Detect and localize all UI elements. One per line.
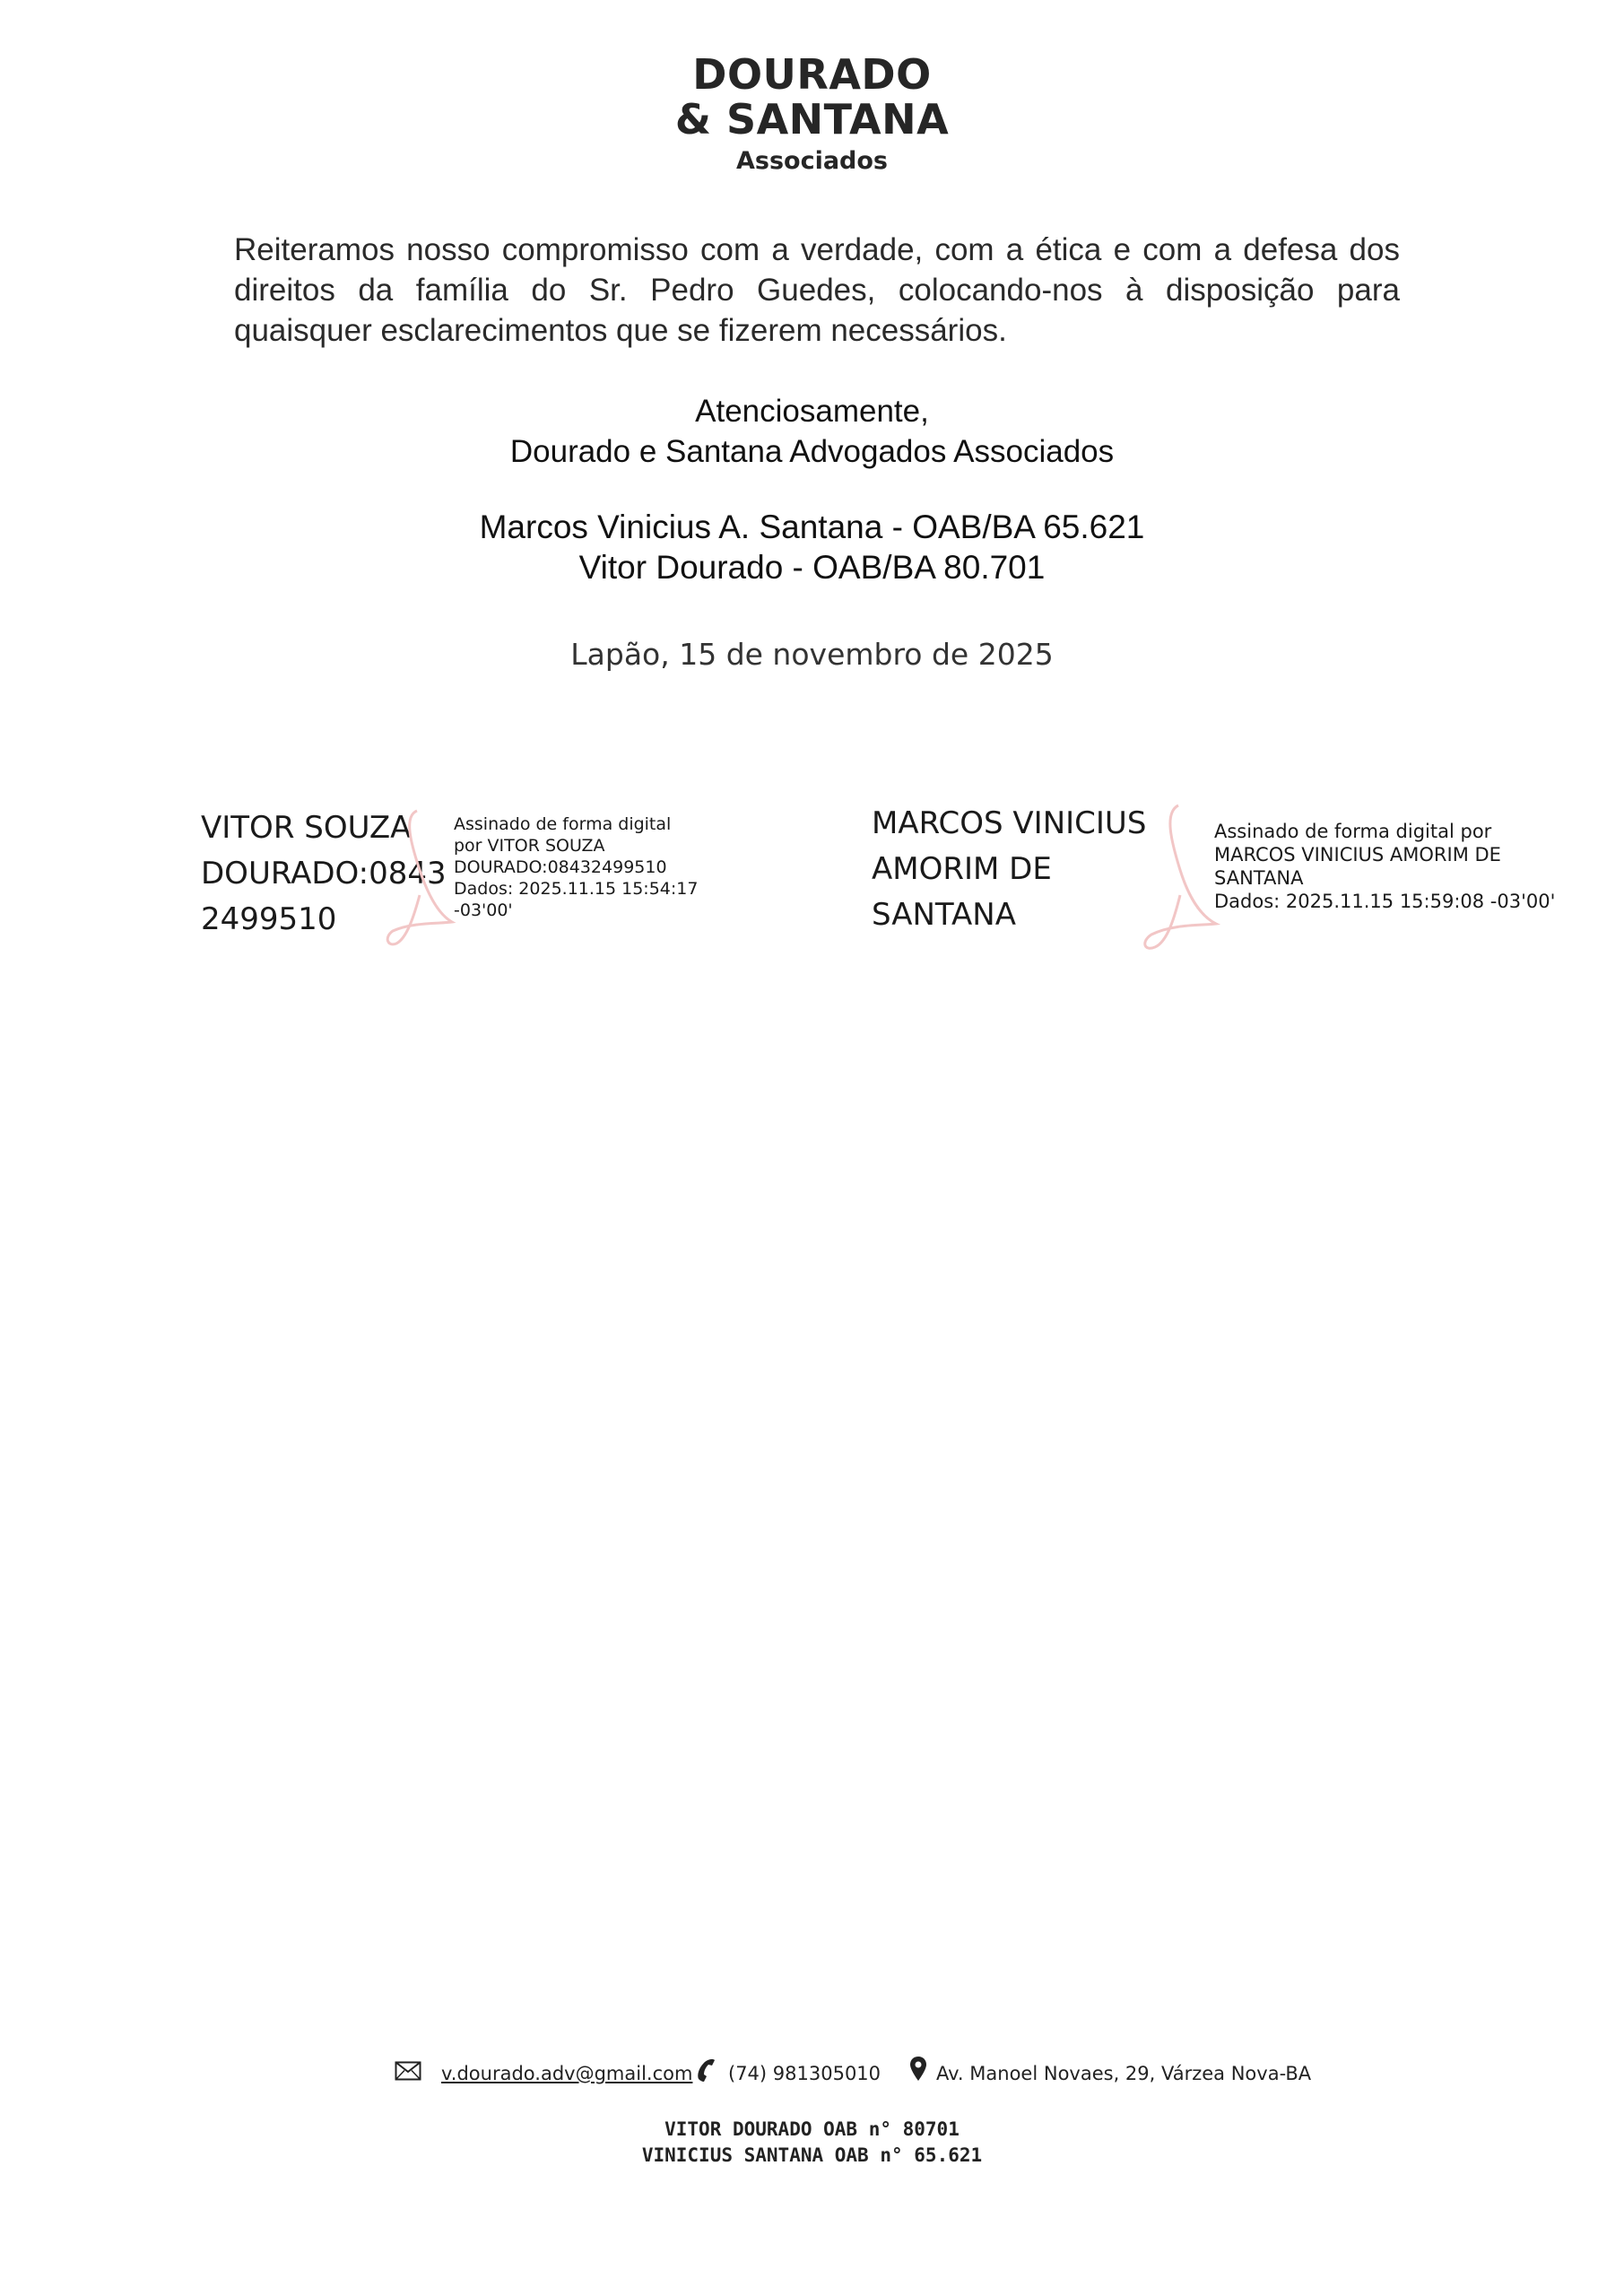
sig-left-info-1: Assinado de forma digital: [454, 814, 672, 834]
location-pin-icon: [909, 2056, 927, 2083]
logo-line-2: & SANTANA: [674, 95, 950, 144]
logo-line-3: Associados: [735, 147, 888, 175]
acrobat-signature-mark-icon: [1132, 802, 1221, 954]
logo-line-1: DOURADO: [692, 50, 932, 99]
sig-left-info-5: -03'00': [454, 900, 513, 920]
footer-contact-row: [0, 2056, 1624, 2092]
footer-oab-santana: VINICIUS SANTANA OAB n° 65.621: [641, 2144, 983, 2166]
sig-right-info-3: SANTANA: [1214, 867, 1304, 889]
acrobat-signature-mark-icon: [377, 807, 457, 951]
sig-right-info-4: Dados: 2025.11.15 15:59:08 -03'00': [1214, 891, 1556, 912]
sig-right-name-2: AMORIM DE: [872, 851, 1052, 887]
sig-left-info-3: DOURADO:08432499510: [454, 857, 667, 877]
closing-block: [0, 391, 1624, 472]
digital-signature-marcos: [872, 801, 1146, 938]
footer-address: Av. Manoel Novaes, 29, Várzea Nova-BA: [936, 2063, 1312, 2084]
sig-right-name-1: MARCOS VINICIUS: [872, 805, 1147, 841]
document-date: Lapão, 15 de novembro de 2025: [570, 637, 1054, 672]
sig-left-info-4: Dados: 2025.11.15 15:54:17: [454, 879, 699, 899]
closing-greeting: Atenciosamente,: [695, 394, 929, 429]
sig-right-name-3: SANTANA: [872, 897, 1016, 933]
sig-left-info-2: por VITOR SOUZA: [454, 836, 605, 856]
closing-firm: Dourado e Santana Advogados Associados: [509, 434, 1115, 469]
body-paragraph: Reiteramos nosso compromisso com a verdade, com a ética e com a defesa dos direitos da família do Sr. Pedro Guedes, colocando-nos à disposição para quaisquer esclarecimentos que se fizerem necessários.: [234, 232, 1400, 348]
signers-block: [0, 507, 1624, 587]
envelope-icon: [395, 2061, 421, 2081]
firm-logo: [0, 52, 1624, 178]
signer-santana: Marcos Vinicius A. Santana - OAB/BA 65.621: [479, 509, 1145, 545]
sig-left-name-3: 2499510: [201, 901, 337, 937]
signer-dourado: Vitor Dourado - OAB/BA 80.701: [578, 549, 1046, 586]
footer-oab-dourado: VITOR DOURADO OAB n° 80701: [664, 2118, 960, 2140]
footer-phone: (74) 981305010: [728, 2063, 881, 2084]
sig-left-info: [454, 813, 698, 921]
sig-left-name-2: DOURADO:0843: [201, 856, 447, 891]
sig-left-name-1: VITOR SOUZA: [201, 810, 412, 846]
sig-right-info-2: MARCOS VINICIUS AMORIM DE: [1214, 844, 1501, 865]
footer-email-link[interactable]: v.dourado.adv@gmail.com: [441, 2063, 693, 2084]
phone-icon: [695, 2057, 718, 2083]
footer-oab-block: [0, 2117, 1624, 2169]
sig-right-info-1: Assinado de forma digital por: [1214, 821, 1492, 842]
sig-right-info: [1214, 820, 1555, 913]
